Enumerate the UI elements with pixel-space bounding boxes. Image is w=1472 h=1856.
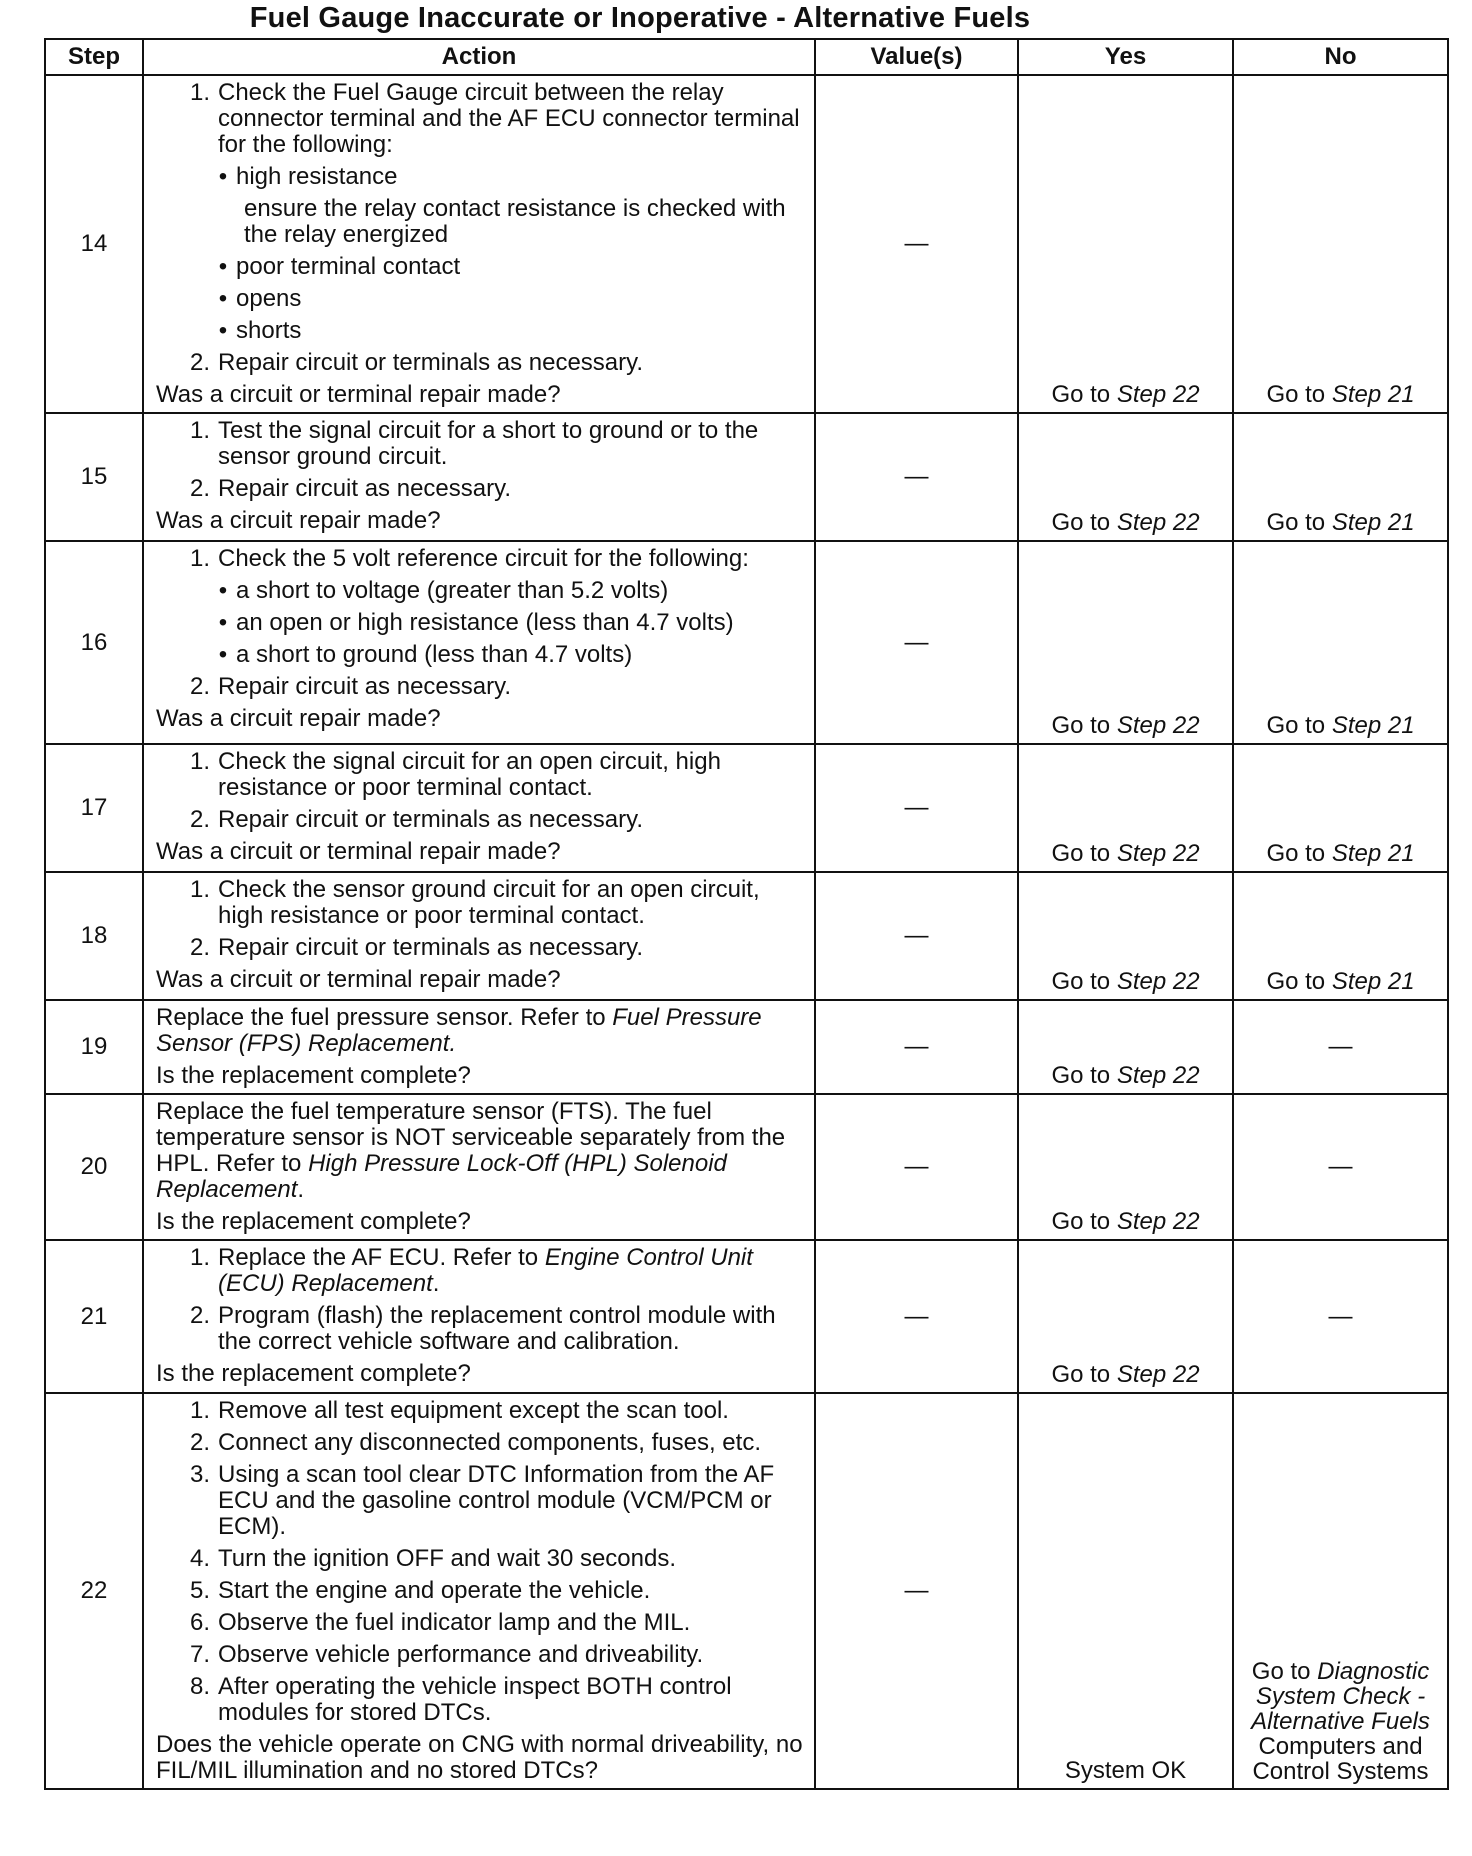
step-reference: Step 22 <box>1116 1062 1200 1089</box>
yes-cell: Go to Step 22 <box>1018 1240 1233 1393</box>
no-cell: Go to Step 21 <box>1233 541 1448 744</box>
action-bullet: high resistance <box>236 163 398 190</box>
action-cell: 1. Replace the AF ECU. Refer to Engine Control Unit (ECU) Replacement. 2. Program (flash) the replacement control module with the correct vehicle software and calibration. Is the replacement complete? <box>143 1240 815 1393</box>
action-item: Check the Fuel Gauge circuit between the relay connector terminal and the AF ECU connector terminal for the following: <box>218 79 800 158</box>
action-item: Repair circuit or terminals as necessary. <box>218 806 644 833</box>
action-item: Observe vehicle performance and driveability. <box>218 1641 704 1668</box>
action-bullet: an open or high resistance (less than 4.7 volts) <box>236 609 734 636</box>
yes-cell: Go to Step 22 <box>1018 872 1233 1000</box>
table-row <box>45 75 1448 413</box>
action-cell: 1. Check the Fuel Gauge circuit between the relay connector terminal and the AF ECU connector terminal for the following: • high resistance ensure the relay contact resistance is checked with the relay energized • poor terminal contact • opens • shorts 2. Repair circuit or terminals as necessary. Was a circuit or terminal repair made? <box>143 75 815 413</box>
action-cell: 1. Check the signal circuit for an open circuit, high resistance or poor terminal contact. 2. Repair circuit or terminals as necessary. Was a circuit or terminal repair made? <box>143 744 815 872</box>
action-note: ensure the relay contact resistance is checked with the relay energized <box>244 195 786 248</box>
action-bullet: a short to voltage (greater than 5.2 volts) <box>236 577 669 604</box>
action-cell: Replace the fuel temperature sensor (FTS). The fuel temperature sensor is NOT serviceable separately from the HPL. Refer to High Pressure Lock-Off (HPL) Solenoid Replacement. Is the replacement complete? <box>143 1094 815 1240</box>
header-values: Value(s) <box>815 39 1018 75</box>
step-reference: Step 21 <box>1331 968 1415 995</box>
step-reference: Step 22 <box>1116 712 1200 739</box>
step-number: 16 <box>45 541 143 744</box>
action-bullet: opens <box>236 285 302 312</box>
no-cell: Go to Step 21 <box>1233 872 1448 1000</box>
step-number: 22 <box>45 1393 143 1789</box>
action-item: Check the 5 volt reference circuit for the following: <box>218 545 749 572</box>
yes-cell: System OK <box>1018 1393 1233 1789</box>
table-row <box>45 872 1448 1000</box>
yes-cell: Go to Step 22 <box>1018 1000 1233 1094</box>
action-cell: 1. Check the 5 volt reference circuit for the following: • a short to voltage (greater than 5.2 volts) • an open or high resistance (less than 4.7 volts) • a short to ground (less than 4.7 volts) 2. Repair circuit as necessary. Was a circuit repair made? <box>143 541 815 744</box>
value-cell: — <box>815 872 1018 1000</box>
value-cell: — <box>815 1000 1018 1094</box>
bullet-icon: • <box>218 609 228 636</box>
value-cell: — <box>815 1393 1018 1789</box>
action-item: Connect any disconnected components, fuses, etc. <box>218 1429 761 1456</box>
no-cell: Go to Step 21 <box>1233 744 1448 872</box>
step-number: 19 <box>45 1000 143 1094</box>
action-item: Repair circuit or terminals as necessary. <box>218 934 644 961</box>
yes-cell: Go to Step 22 <box>1018 744 1233 872</box>
no-cell: — <box>1233 1000 1448 1094</box>
value-cell: — <box>815 541 1018 744</box>
value-cell: — <box>815 1094 1018 1240</box>
action-question: Is the replacement complete? <box>156 1062 471 1089</box>
reference-link: Fuel Pressure Sensor (FPS) Replacement. <box>156 1004 762 1057</box>
action-cell: 1. Check the sensor ground circuit for an open circuit, high resistance or poor terminal contact. 2. Repair circuit or terminals as necessary. Was a circuit or terminal repair made? <box>143 872 815 1000</box>
value-cell: — <box>815 1240 1018 1393</box>
header-action: Action <box>143 39 815 75</box>
step-reference: Step 22 <box>1116 1208 1200 1235</box>
step-reference: Step 22 <box>1116 1361 1200 1388</box>
reference-link: Diagnostic System Check - Alternative Fuels <box>1251 1658 1430 1735</box>
action-item: Using a scan tool clear DTC Information from the AF ECU and the gasoline control module (VCM/PCM or ECM). <box>218 1461 775 1540</box>
reference-link: Engine Control Unit (ECU) Replacement <box>218 1244 753 1297</box>
table-row <box>45 1000 1448 1094</box>
step-reference: Step 22 <box>1116 968 1200 995</box>
diagnostic-table <box>44 38 1449 1790</box>
action-item: Check the sensor ground circuit for an open circuit, high resistance or poor terminal contact. <box>218 876 760 929</box>
no-cell: — <box>1233 1240 1448 1393</box>
yes-cell: Go to Step 22 <box>1018 541 1233 744</box>
step-reference: Step 22 <box>1116 381 1200 408</box>
action-bullet: shorts <box>236 317 302 344</box>
table-row <box>45 541 1448 744</box>
value-cell: — <box>815 413 1018 541</box>
action-cell: 1. Test the signal circuit for a short to ground or to the sensor ground circuit. 2. Repair circuit as necessary. Was a circuit repair made? <box>143 413 815 541</box>
action-text: Replace the fuel pressure sensor. Refer to <box>156 1004 613 1031</box>
action-item: Repair circuit as necessary. <box>218 475 511 502</box>
action-question: Was a circuit or terminal repair made? <box>156 381 561 408</box>
step-number: 21 <box>45 1240 143 1393</box>
bullet-icon: • <box>218 253 228 280</box>
value-cell: — <box>815 744 1018 872</box>
header-step: Step <box>45 39 143 75</box>
action-item: Check the signal circuit for an open circuit, high resistance or poor terminal contact. <box>218 748 721 801</box>
table-row <box>45 1240 1448 1393</box>
bullet-icon: • <box>218 163 228 190</box>
step-reference: Step 21 <box>1331 509 1415 536</box>
value-cell: — <box>815 75 1018 413</box>
yes-cell: Go to Step 22 <box>1018 1094 1233 1240</box>
action-cell <box>143 1000 815 1094</box>
action-question: Was a circuit or terminal repair made? <box>156 966 561 993</box>
action-item: Test the signal circuit for a short to ground or to the sensor ground circuit. <box>218 417 759 470</box>
bullet-icon: • <box>218 285 228 312</box>
action-item: Observe the fuel indicator lamp and the MIL. <box>218 1609 691 1636</box>
action-question: Was a circuit or terminal repair made? <box>156 838 561 865</box>
reference-subtext: Computers and Control Systems <box>1252 1733 1429 1785</box>
action-question: Does the vehicle operate on CNG with normal driveability, no FIL/MIL illumination and no stored DTCs? <box>156 1731 803 1784</box>
step-reference: Step 22 <box>1116 509 1200 536</box>
reference-link: High Pressure Lock-Off (HPL) Solenoid Replacement <box>156 1150 727 1203</box>
header-yes: Yes <box>1018 39 1233 75</box>
bullet-icon: • <box>218 641 228 668</box>
action-question: Was a circuit repair made? <box>156 507 441 534</box>
step-reference: Step 22 <box>1116 840 1200 867</box>
action-bullet: poor terminal contact <box>236 253 461 280</box>
table-row <box>45 1393 1448 1789</box>
step-number: 14 <box>45 75 143 413</box>
bullet-icon: • <box>218 577 228 604</box>
yes-cell: Go to Step 22 <box>1018 75 1233 413</box>
action-item: Replace the AF ECU. Refer to <box>218 1244 545 1271</box>
bullet-icon: • <box>218 317 228 344</box>
step-number: 20 <box>45 1094 143 1240</box>
step-reference: Step 21 <box>1331 712 1415 739</box>
action-item: Start the engine and operate the vehicle. <box>218 1577 651 1604</box>
action-text: Replace the fuel temperature sensor (FTS). The fuel temperature sensor is NOT serviceable separately from the HPL. Refer to <box>156 1098 786 1177</box>
table-header-row <box>45 39 1448 75</box>
action-item: After operating the vehicle inspect BOTH control modules for stored DTCs. <box>218 1673 732 1726</box>
action-item: Program (flash) the replacement control module with the correct vehicle software and calibration. <box>218 1302 776 1355</box>
action-item: Remove all test equipment except the scan tool. <box>218 1397 729 1424</box>
no-cell: Go to Step 21 <box>1233 413 1448 541</box>
action-question: Is the replacement complete? <box>156 1360 471 1387</box>
action-question: Was a circuit repair made? <box>156 705 441 732</box>
yes-cell: Go to Step 22 <box>1018 413 1233 541</box>
action-question: Is the replacement complete? <box>156 1208 471 1235</box>
step-number: 18 <box>45 872 143 1000</box>
table-row <box>45 1094 1448 1240</box>
no-cell: Go to Step 21 <box>1233 75 1448 413</box>
page-title: Fuel Gauge Inaccurate or Inoperative - Alternative Fuels <box>249 2 1031 34</box>
action-item: Turn the ignition OFF and wait 30 seconds. <box>218 1545 677 1572</box>
step-number: 17 <box>45 744 143 872</box>
action-item: Repair circuit as necessary. <box>218 673 511 700</box>
table-row <box>45 744 1448 872</box>
step-reference: Step 21 <box>1331 381 1415 408</box>
step-reference: Step 21 <box>1331 840 1415 867</box>
step-number: 15 <box>45 413 143 541</box>
no-cell: — <box>1233 1094 1448 1240</box>
header-no: No <box>1233 39 1448 75</box>
action-cell: 1. Remove all test equipment except the scan tool. 2. Connect any disconnected components, fuses, etc. 3. Using a scan tool clear DTC Information from the AF ECU and the gasoline control module (VCM/PCM or ECM). 4. Turn the ignition OFF and wait 30 seconds. 5. Start the engine and operate the vehicle. 6. Observe the fuel indicator lamp and the MIL. 7. Observe vehicle performance and driveability. 8. After operating the vehicle inspect BOTH control modules for stored DTCs. Does the vehicle operate on CNG with normal driveability, no FIL/MIL illumination and no stored DTCs? <box>143 1393 815 1789</box>
action-item: Repair circuit or terminals as necessary. <box>218 349 644 376</box>
table-row <box>45 413 1448 541</box>
action-bullet: a short to ground (less than 4.7 volts) <box>236 641 633 668</box>
no-cell: Go to Diagnostic System Check - Alternative Fuels Computers and Control Systems <box>1233 1393 1448 1789</box>
